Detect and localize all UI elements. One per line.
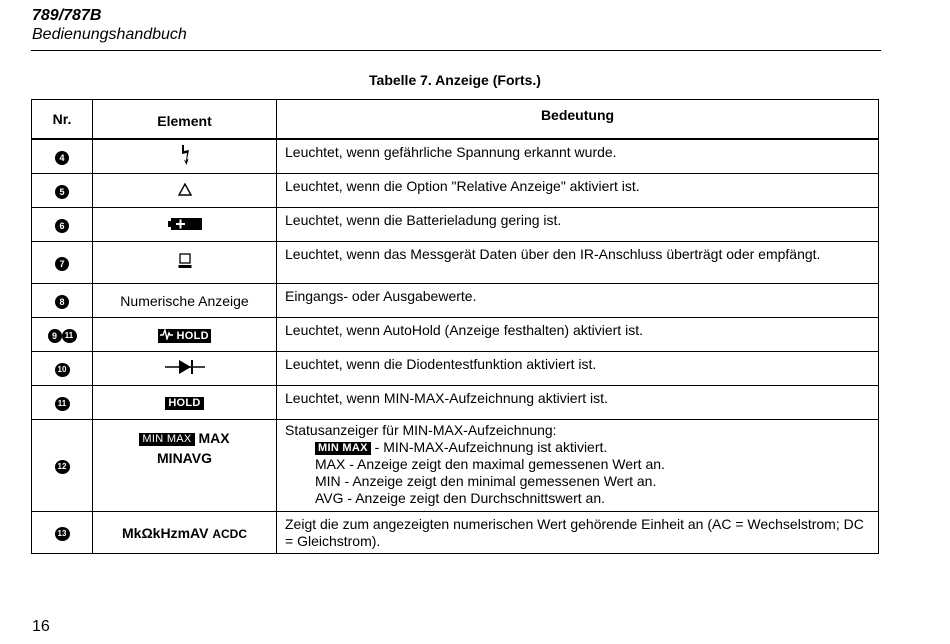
badge-label: HOLD xyxy=(176,329,209,342)
ir-transfer-icon xyxy=(178,253,192,269)
table-row xyxy=(32,352,879,386)
table-row xyxy=(32,284,879,318)
unit-indicators: MkΩkHzmAV xyxy=(122,524,209,541)
number-marker: 10 xyxy=(55,363,70,377)
min-avg-indicator: MINAVG xyxy=(157,450,212,466)
row-description: Leuchtet, wenn die Batterieladung gering ist. xyxy=(277,208,879,242)
number-marker: 11 xyxy=(55,397,70,411)
max-indicator: MAX xyxy=(198,430,230,446)
avg-description: AVG - Anzeige zeigt den Durchschnittswert an. xyxy=(315,490,605,506)
element-text: Numerische Anzeige xyxy=(93,284,277,318)
hold-indicator: HOLD xyxy=(165,397,203,410)
table-row xyxy=(32,386,879,420)
table-row xyxy=(32,208,879,242)
table-row xyxy=(32,420,879,512)
row-description: Leuchtet, wenn MIN-MAX-Aufzeichnung aktiviert ist. xyxy=(277,386,879,420)
max-description: MAX - Anzeige zeigt den maximal gemessenen Wert an. xyxy=(315,456,665,472)
row-description: Zeigt die zum angezeigten numerischen Wert gehörende Einheit an (AC = Wechselstrom; DC = Gleichstrom). xyxy=(277,512,879,554)
table-row xyxy=(32,318,879,352)
col-meaning-header: Bedeutung xyxy=(277,100,879,140)
display-table xyxy=(31,99,879,554)
min-max-active-text: - MIN-MAX-Aufzeichnung ist aktiviert. xyxy=(374,439,608,455)
table-row xyxy=(32,139,879,174)
min-max-indicator: MIN MAX xyxy=(139,433,194,446)
row-description: Eingangs- oder Ausgabewerte. xyxy=(277,284,879,318)
table-row xyxy=(32,242,879,284)
row-description: Leuchtet, wenn die Diodentestfunktion aktiviert ist. xyxy=(277,352,879,386)
page-header xyxy=(32,6,187,44)
col-element-header: Element xyxy=(93,100,277,140)
number-marker: 7 xyxy=(55,257,69,271)
autohold-wave-icon xyxy=(160,329,173,340)
status-intro: Statusanzeiger für MIN-MAX-Aufzeichnung: xyxy=(285,422,557,438)
row-description: Leuchtet, wenn AutoHold (Anzeige festhalten) aktiviert ist. xyxy=(277,318,879,352)
battery-icon xyxy=(168,218,202,230)
table-row xyxy=(32,512,879,554)
number-marker: 13 xyxy=(55,527,70,541)
number-marker: 8 xyxy=(55,295,69,309)
diode-icon xyxy=(165,359,205,375)
number-marker: 6 xyxy=(55,219,69,233)
min-max-inline-badge: MIN MAX xyxy=(315,442,371,455)
min-description: MIN - Anzeige zeigt den minimal gemessenen Wert an. xyxy=(315,473,657,489)
row-description: Leuchtet, wenn gefährliche Spannung erkannt wurde. xyxy=(277,139,879,174)
delta-icon xyxy=(178,183,192,196)
manual-subtitle: Bedienungshandbuch xyxy=(32,26,187,43)
model-title: 789/787B xyxy=(32,7,102,24)
table-caption: Tabelle 7. Anzeige (Forts.) xyxy=(369,72,541,88)
row-description: Leuchtet, wenn die Option "Relative Anzeige" aktiviert ist. xyxy=(277,174,879,208)
row-description: Leuchtet, wenn das Messgerät Daten über den IR-Anschluss überträgt oder empfängt. xyxy=(277,242,879,284)
table-row xyxy=(32,174,879,208)
number-marker: 9 xyxy=(48,329,62,343)
acdc-indicator: ACDC xyxy=(212,526,247,541)
header-rule xyxy=(31,50,881,51)
page-number: 16 xyxy=(32,618,50,635)
lightning-icon xyxy=(179,144,191,166)
autohold-indicator xyxy=(158,329,211,343)
number-marker: 4 xyxy=(55,151,69,165)
number-marker: 11 xyxy=(62,329,77,343)
table-header-row xyxy=(32,100,879,140)
col-nr-header: Nr. xyxy=(32,100,93,140)
number-marker: 5 xyxy=(55,185,69,199)
number-marker: 12 xyxy=(55,460,70,474)
